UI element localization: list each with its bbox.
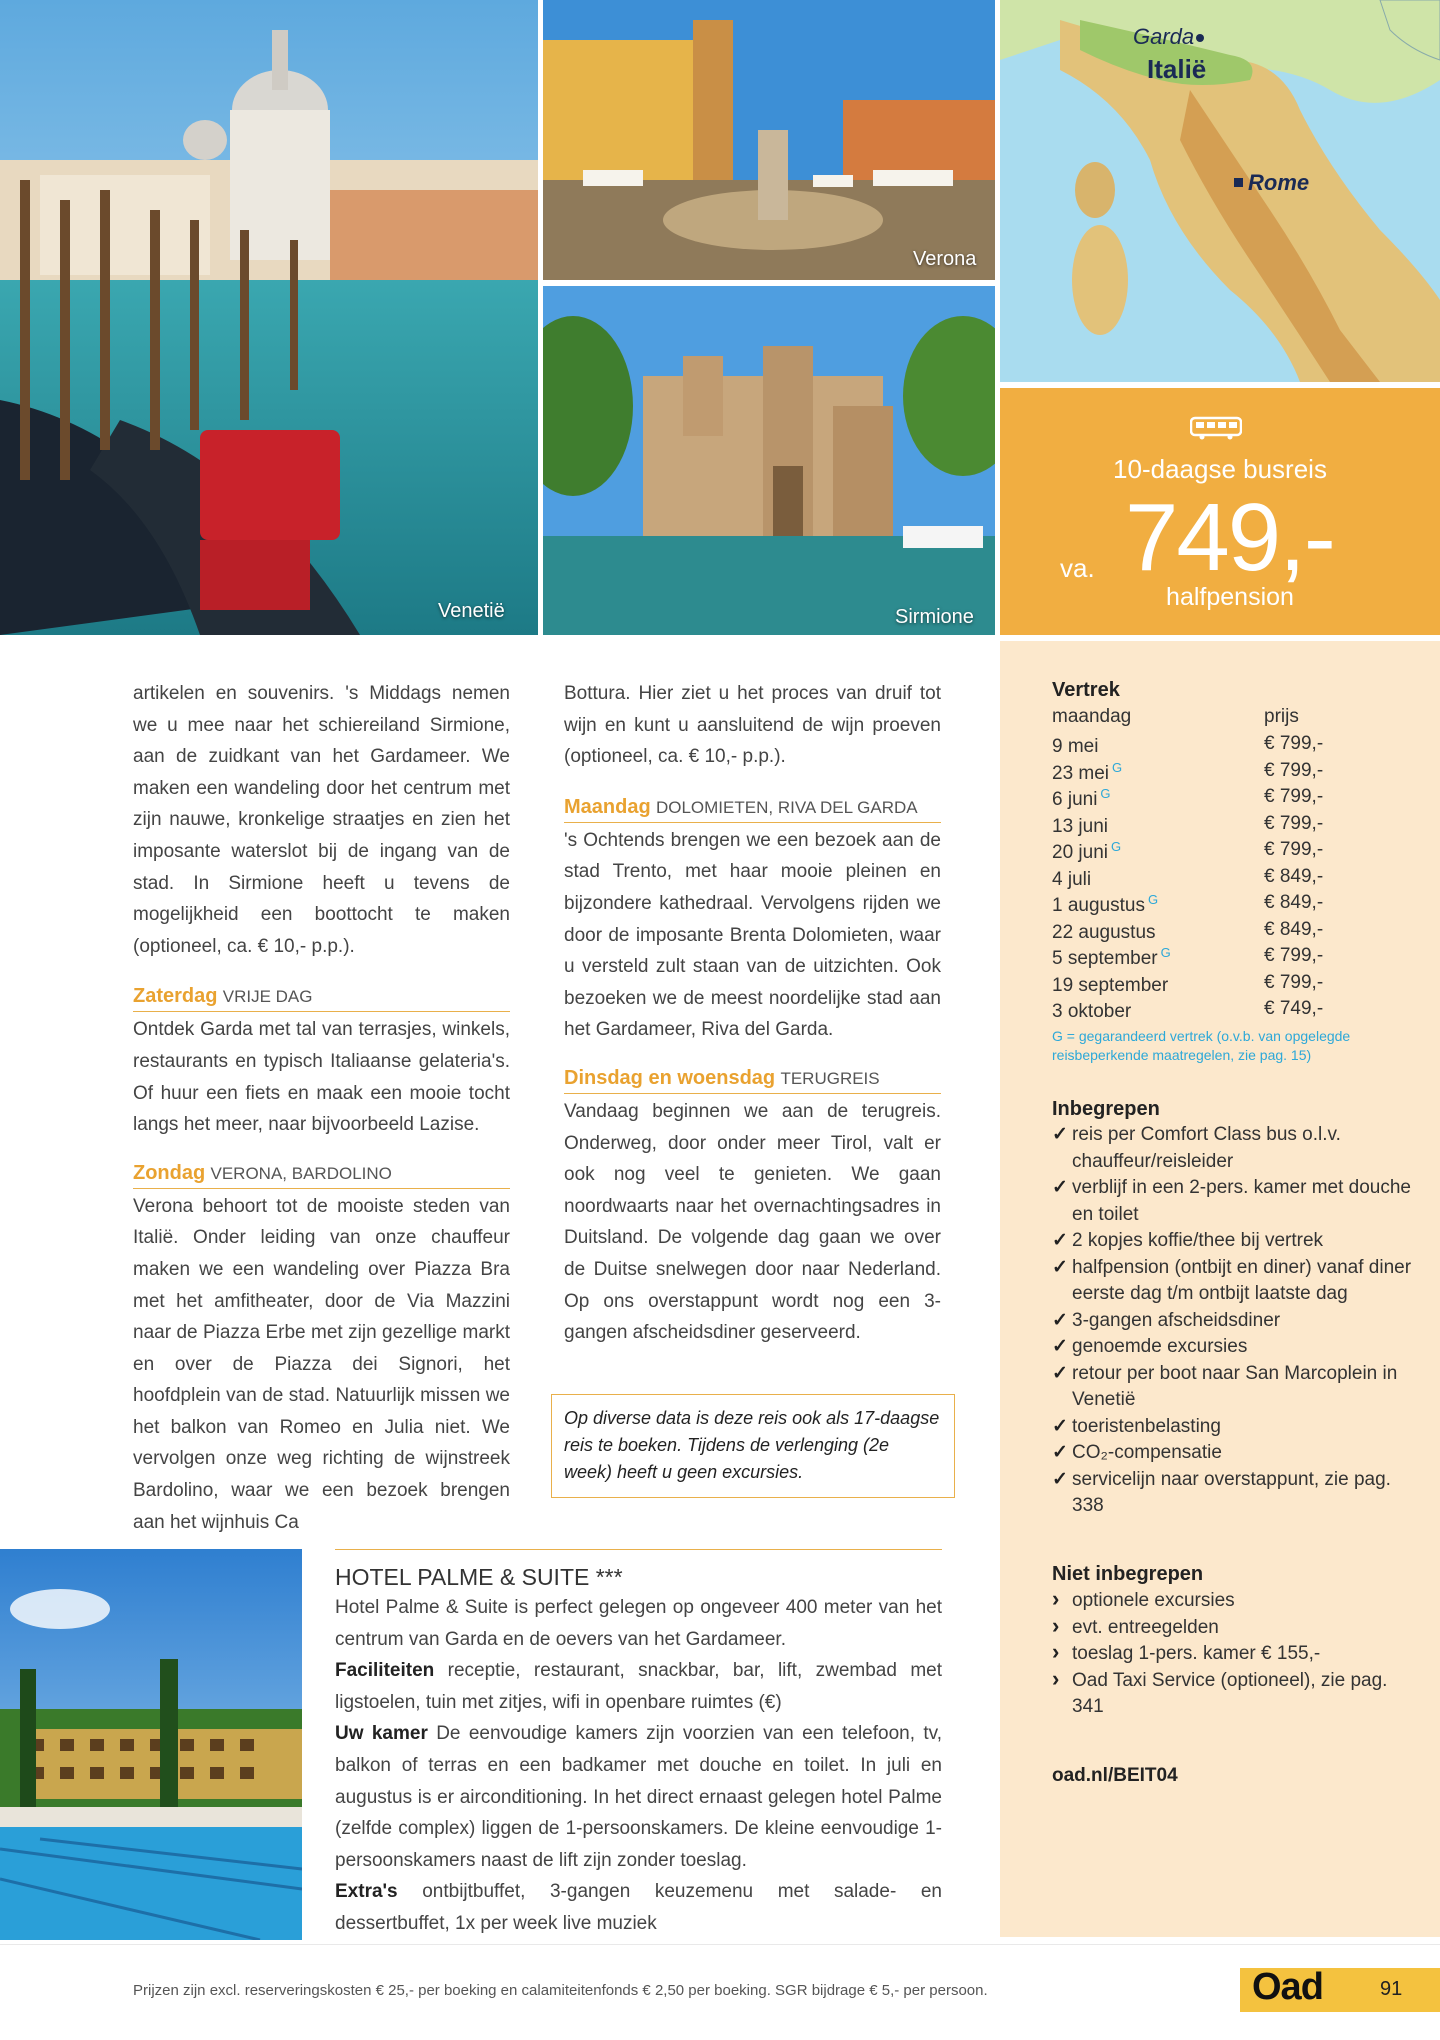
room-text: De eenvoudige kamers zijn voorzien van een telefoon, tv, balkon of terras en een badkamer met douche en toilet. In juli en augustus is er airconditioning. In het direct ernaast gelegen hotel Palme (zelfde complex) liggen de 1-persoonskamers. De kleine eenvoudige 1-persoonskamers naast de lift zijn zonder toeslag. (335, 1723, 943, 1871)
departure-price: € 749,- (1264, 998, 1324, 1019)
departure-date (1052, 733, 1101, 758)
departure-row (1052, 733, 1412, 759)
sirmione-photo (543, 286, 995, 635)
trip-type: 10-daagse busreis (1113, 454, 1327, 484)
excluded-item: › optionele excursies (1052, 1588, 1412, 1615)
guaranteed-marker: G (1112, 759, 1123, 775)
day-name: Zaterdag (133, 985, 218, 1008)
price-box (1000, 388, 1440, 635)
included-item: ✓ 3-gangen afscheidsdiner (1052, 1308, 1412, 1335)
departure-date (1052, 813, 1111, 838)
included-item: ✓ retour per boot naar San Marcoplein in Venetië (1052, 1361, 1412, 1414)
monday-text: 's Ochtends brengen we een bezoek aan de stad Trento, met haar mooie pleinen en bijzondere kathedraal. Vervolgens rijden we door de imposante Brenta Dolomieten, waar u versteld zult staan van de uitzichten. Ook bezoeken we de meest noordelijke stad aan het Gardameer, Riva del Garda. (564, 829, 941, 1041)
departure-date-text: 5 september (1052, 948, 1158, 969)
departure-date-text: 4 juli (1052, 868, 1092, 890)
departure-date-text: 13 juni (1052, 815, 1108, 837)
footer-disclaimer: Prijzen zijn excl. reserveringskosten € 25,- per boeking en calamiteitenfonds € 2,50 per boeking. SGR bijdrage € 5,- per persoon. (133, 1982, 988, 1999)
price-prefix: va. (1060, 553, 1095, 583)
guaranteed-marker: G (1160, 945, 1171, 960)
included-item: ✓ CO₂-compensatie (1052, 1440, 1412, 1467)
departures-heading: Vertrek (1052, 679, 1120, 701)
day-heading-tuesday (564, 1064, 941, 1094)
day-heading-monday (564, 793, 941, 823)
venice-photo (0, 0, 538, 635)
map-label-country: Italië (1147, 54, 1207, 84)
hotel-intro: Hotel Palme & Suite is perfect gelegen op ongeveer 400 meter van het centrum van Garda en de oevers van het Gardameer. (335, 1597, 942, 1650)
extras-label: Extra's (335, 1881, 398, 1903)
day-name: Maandag (564, 795, 651, 818)
departure-row (1052, 839, 1412, 865)
included-item: ✓ 2 kopjes koffie/thee bij vertrek (1052, 1228, 1412, 1255)
departure-date (1052, 919, 1159, 944)
included-heading: Inbegrepen (1052, 1098, 1160, 1120)
departures-note: G = gegarandeerd vertrek (o.v.b. van opgelegde reisbeperkende maatregelen, zie pag. 15) (1052, 1028, 1351, 1063)
departure-row (1052, 919, 1412, 945)
included-list (1052, 1122, 1412, 1520)
departure-date-text: 22 augustus (1052, 921, 1156, 943)
departure-date (1052, 866, 1094, 891)
departure-row (1052, 972, 1412, 998)
text-column-1 (133, 678, 510, 1538)
included-item: ✓ toeristenbelasting (1052, 1414, 1412, 1441)
guaranteed-marker: G (1147, 892, 1159, 907)
extension-note: Op diverse data is deze reis ook als 17-daagse reis te boeken. Tijdens de verlenging (2e week) heeft u geen excursies. (551, 1394, 955, 1498)
departure-date (1052, 839, 1121, 864)
excluded-list (1052, 1588, 1412, 1721)
board-type: halfpension (1166, 583, 1294, 611)
excluded-item: › Oad Taxi Service (optioneel), zie pag. 341 (1052, 1668, 1412, 1721)
included-item: ✓ verblijf in een 2-pers. kamer met douche en toilet (1052, 1175, 1412, 1228)
extras-text: ontbijtbuffet, 3-gangen keuzemenu met salade- en dessertbuffet, 1x per week live muziek (335, 1881, 942, 1934)
brand-logo: Oad (1252, 1966, 1323, 2008)
guaranteed-marker: G (1100, 786, 1111, 801)
departure-row (1052, 866, 1412, 892)
departure-price: € 849,- (1264, 918, 1324, 940)
footer-divider (0, 1944, 1440, 1945)
col1-intro: artikelen en souvenirs. 's Middags nemen we u mee naar het schiereiland Sirmione, aan de zuidkant van het Gardameer. We maken een wandeling door het centrum met zijn nauwe, kronkelige straatjes en zien het imposante waterslot bij de ingang van de stad. In Sirmione heeft u tevens de mogelijkheid een boottocht te maken (optioneel, ca. € 10,- p.p.). (133, 683, 510, 957)
departure-date-text: 6 juni (1052, 789, 1098, 810)
venice-caption: Venetië (438, 600, 505, 622)
excluded-item: › evt. entreegelden (1052, 1615, 1412, 1642)
guaranteed-marker: G (1111, 839, 1122, 854)
included-item: ✓ halfpension (ontbijt en diner) vanaf diner eerste dag t/m ontbijt laatste dag (1052, 1255, 1412, 1308)
facilities-label: Faciliteiten (335, 1660, 435, 1682)
hotel-section (335, 1549, 942, 1940)
day-title: TERUGREIS (780, 1068, 880, 1088)
departure-price: € 799,- (1264, 971, 1324, 993)
departure-date (1052, 786, 1111, 811)
departures-col-price: prijs (1264, 706, 1299, 727)
saturday-text: Ontdek Garda met tal van terrasjes, winkels, restaurants en typisch Italiaanse gelateria's. Of huur een fiets en maak een mooie tocht langs het meer, naar bijvoorbeeld Lazise. (133, 1019, 510, 1136)
included-item: ✓ servicelijn naar overstappunt, zie pag. 338 (1052, 1467, 1412, 1520)
map-label-rome: Rome (1248, 170, 1310, 195)
day-heading-saturday (133, 982, 510, 1012)
departure-date-text: 19 september (1052, 974, 1169, 996)
departure-date (1052, 760, 1122, 785)
hotel-divider (335, 1549, 942, 1550)
departures-col-day: maandag (1052, 706, 1132, 727)
departure-date (1052, 892, 1158, 917)
italy-map (1000, 0, 1440, 382)
page-number: 91 (1380, 1978, 1403, 2000)
trip-code-link[interactable]: oad.nl/BEIT04 (1052, 1765, 1178, 1786)
map-label-garda: Garda (1133, 24, 1195, 49)
departure-date-text: 20 juni (1052, 842, 1108, 863)
day-name: Zondag (133, 1161, 206, 1184)
departure-price: € 849,- (1264, 865, 1324, 887)
departure-date-text: 23 mei (1052, 762, 1110, 784)
departure-row (1052, 945, 1412, 971)
col2-intro: Bottura. Hier ziet u het proces van druif tot wijn en kunt u aansluitend de wijn proeven (optioneel, ca. € 10,- p.p.). (564, 683, 941, 768)
departure-price: € 799,- (1264, 759, 1324, 781)
day-name: Dinsdag en woensdag (564, 1066, 776, 1089)
day-title: VRIJE DAG (222, 987, 313, 1007)
departure-price: € 799,- (1264, 812, 1324, 834)
hotel-description (335, 1592, 942, 1940)
bus-icon (1190, 416, 1242, 440)
departures-header-row (1052, 706, 1412, 732)
departure-row (1052, 813, 1412, 839)
departure-date-text: 1 augustus (1052, 895, 1145, 916)
day-heading-sunday (133, 1159, 510, 1189)
departure-price: € 799,- (1264, 733, 1324, 754)
departure-date (1052, 945, 1171, 970)
departure-price: € 799,- (1264, 786, 1324, 807)
sidebar (1000, 641, 1440, 1937)
departure-row (1052, 760, 1412, 786)
hotel-title: HOTEL PALME & SUITE *** (335, 1564, 623, 1590)
day-title: DOLOMIETEN, RIVA DEL GARDA (655, 797, 918, 817)
sunday-text: Verona behoort tot de mooiste steden van Italië. Onder leiding van onze chauffeur maken we een wandeling over Piazza Bra met het amfitheater, door de Via Mazzini naar de Piazza Erbe met zijn gezellige markt en over de Piazza dei Signori, het hoofdplein van de stad. Natuurlijk missen we het balkon van Romeo en Julia niet. We vervolgen onze weg richting de wijnstreek Bardolino, waar we een bezoek brengen aan het wijnhuis Ca (133, 1195, 510, 1533)
departure-row (1052, 786, 1412, 812)
departure-price: € 799,- (1264, 839, 1324, 860)
included-item: ✓ reis per Comfort Class bus o.l.v. chauffeur/reisleider (1052, 1122, 1412, 1175)
verona-photo (543, 0, 995, 280)
tuesday-text: Vandaag beginnen we aan de terugreis. Onderweg, door onder meer Tirol, valt er ook nog veel te genieten. We gaan noordwaarts naar het overnachtingsadres in Duitsland. De volgende dag gaan we over de Duitse snelwegen door naar Nederland. Op ons overstappunt wordt nog een 3-gangen afscheidsdiner geserveerd. (564, 1100, 941, 1344)
departure-price: € 849,- (1264, 892, 1324, 913)
room-label: Uw kamer (335, 1723, 428, 1745)
day-title: VERONA, BARDOLINO (210, 1163, 392, 1183)
hotel-photo (0, 1549, 302, 1940)
sirmione-caption: Sirmione (895, 606, 974, 628)
footer-brand-bar (1240, 1968, 1440, 2012)
verona-caption: Verona (913, 248, 977, 270)
departure-price: € 799,- (1264, 945, 1324, 966)
facilities-text: receptie, restaurant, snackbar, bar, lift, zwembad met ligstoelen, tuin met zitjes, wifi in openbare ruimtes (€) (335, 1660, 943, 1713)
departure-date (1052, 972, 1171, 997)
excluded-item: › toeslag 1-pers. kamer € 155,- (1052, 1641, 1412, 1668)
departure-row (1052, 892, 1412, 918)
departure-date-text: 9 mei (1052, 736, 1099, 757)
departure-date (1052, 998, 1134, 1023)
price-amount: 749,- (1125, 484, 1334, 591)
departure-row (1052, 998, 1412, 1024)
excluded-heading: Niet inbegrepen (1052, 1563, 1204, 1585)
text-column-2 (564, 678, 941, 1349)
departure-date-text: 3 oktober (1052, 1001, 1132, 1022)
included-item: ✓ genoemde excursies (1052, 1334, 1412, 1361)
